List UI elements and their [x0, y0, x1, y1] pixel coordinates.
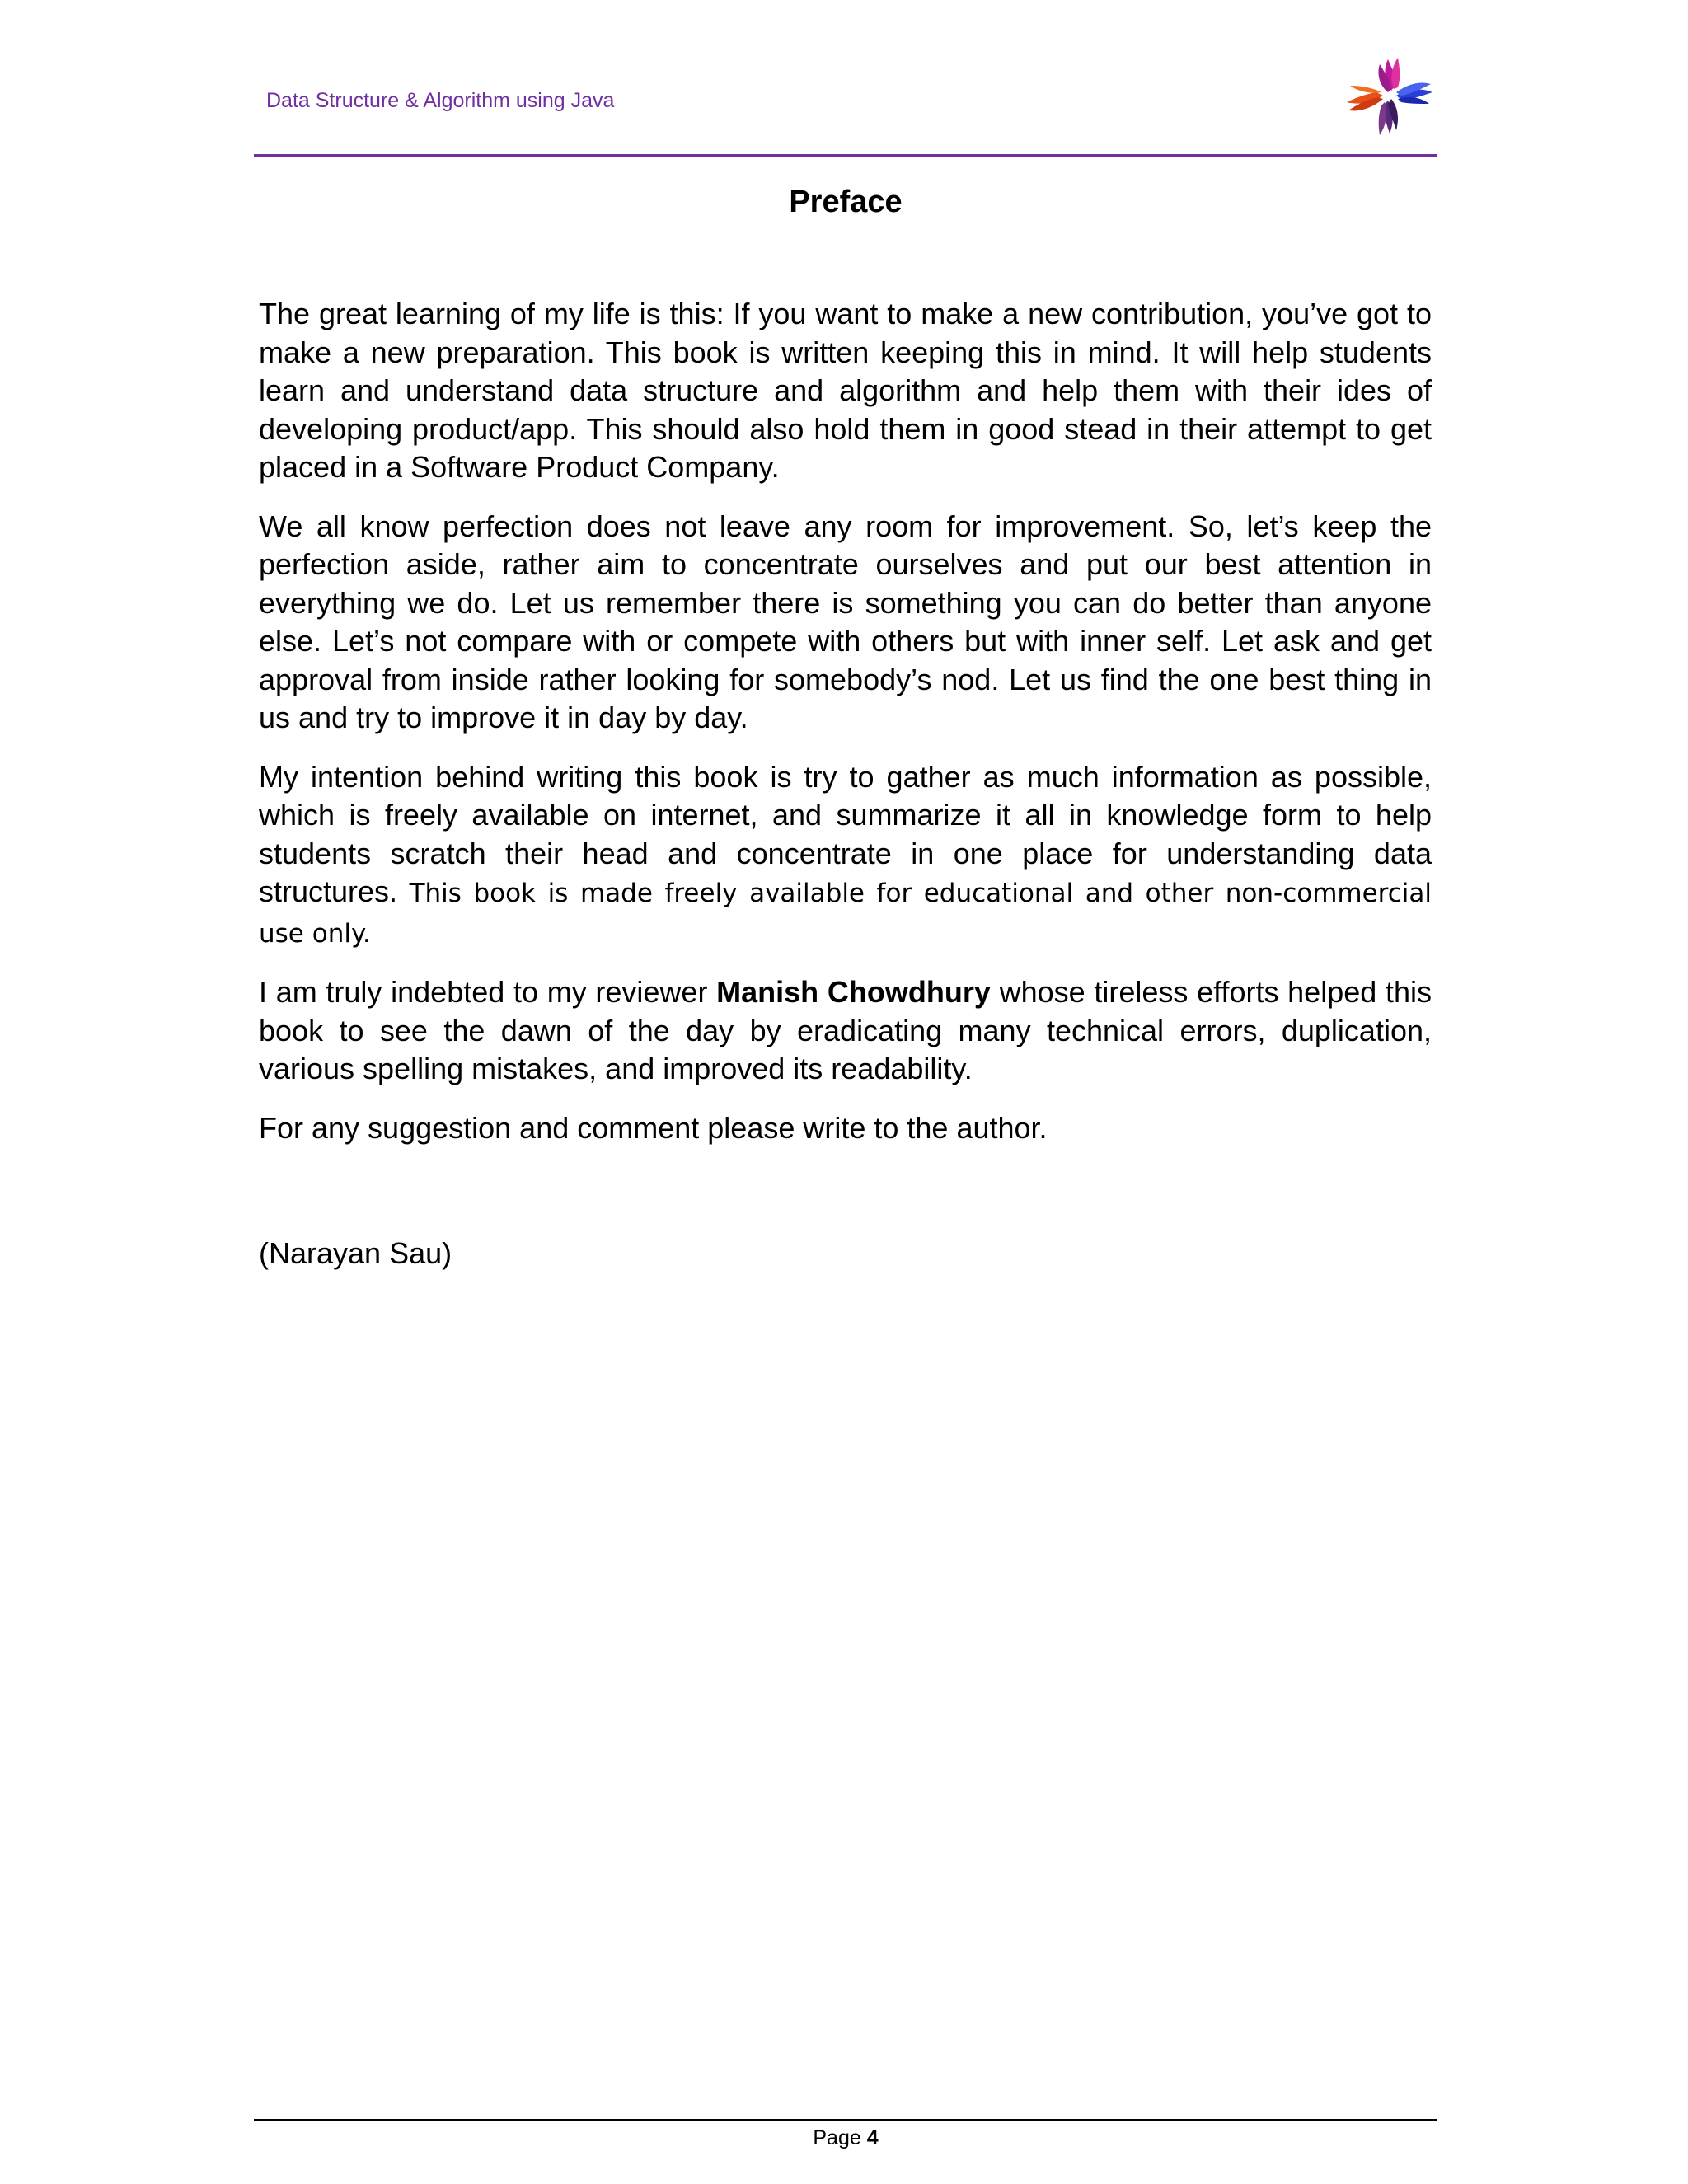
reviewer-name: Manish Chowdhury	[716, 975, 991, 1009]
paragraph-main-text: My intention behind writing this book is try to gather as much information as possible, which is freely available on internet, and summarize it all in knowledge form to help students scratch their head and concentrate in one place for understanding data structures.	[259, 759, 1432, 908]
page-footer	[254, 2126, 1437, 2150]
paragraph	[259, 758, 1432, 954]
footer-divider	[254, 2119, 1437, 2121]
usage-note-text: This book is made freely available for educational and other non-commercial use only.	[259, 879, 1432, 949]
paragraph-text-before: I am truly indebted to my reviewer	[259, 975, 717, 1009]
author-signature: (Narayan Sau)	[259, 1236, 452, 1270]
paragraph: We all know perfection does not leave any room for improvement. So, let’s keep the perfection aside, rather aim to concentrate ourselves and put our best attention in everything we do. Let us remember there is something you can do better than anyone else. Let’s not compare with or compete with others but with inner self. Let ask and get approval from inside rather looking for somebody’s nod. Let us find the one best thing in us and try to improve it in day by day.	[259, 509, 1432, 734]
pinwheel-logo-icon	[1342, 51, 1437, 140]
paragraph-text-after: whose tireless efforts helped this book to see the dawn of the day by eradicating many technical errors, duplication, various spelling mistakes, and improved its readability.	[259, 975, 1432, 1085]
paragraph	[259, 973, 1432, 1089]
running-header-title: Data Structure & Algorithm using Java	[266, 89, 615, 112]
page-title: Preface	[789, 185, 903, 219]
paragraph: The great learning of my life is this: If you want to make a new contribution, you’ve got to make a new preparation. This book is written keeping this in mind. It will help students learn and understand data structure and algorithm and help them with their ides of developing product/app. This should also hold them in good stead in their attempt to get placed in a Software Product Company.	[259, 297, 1432, 484]
preface-body	[259, 295, 1432, 1168]
header-divider	[254, 154, 1437, 157]
page-number: 4	[866, 2126, 879, 2149]
paragraph: For any suggestion and comment please write to the author.	[259, 1110, 1048, 1145]
page-label: Page	[813, 2126, 867, 2149]
